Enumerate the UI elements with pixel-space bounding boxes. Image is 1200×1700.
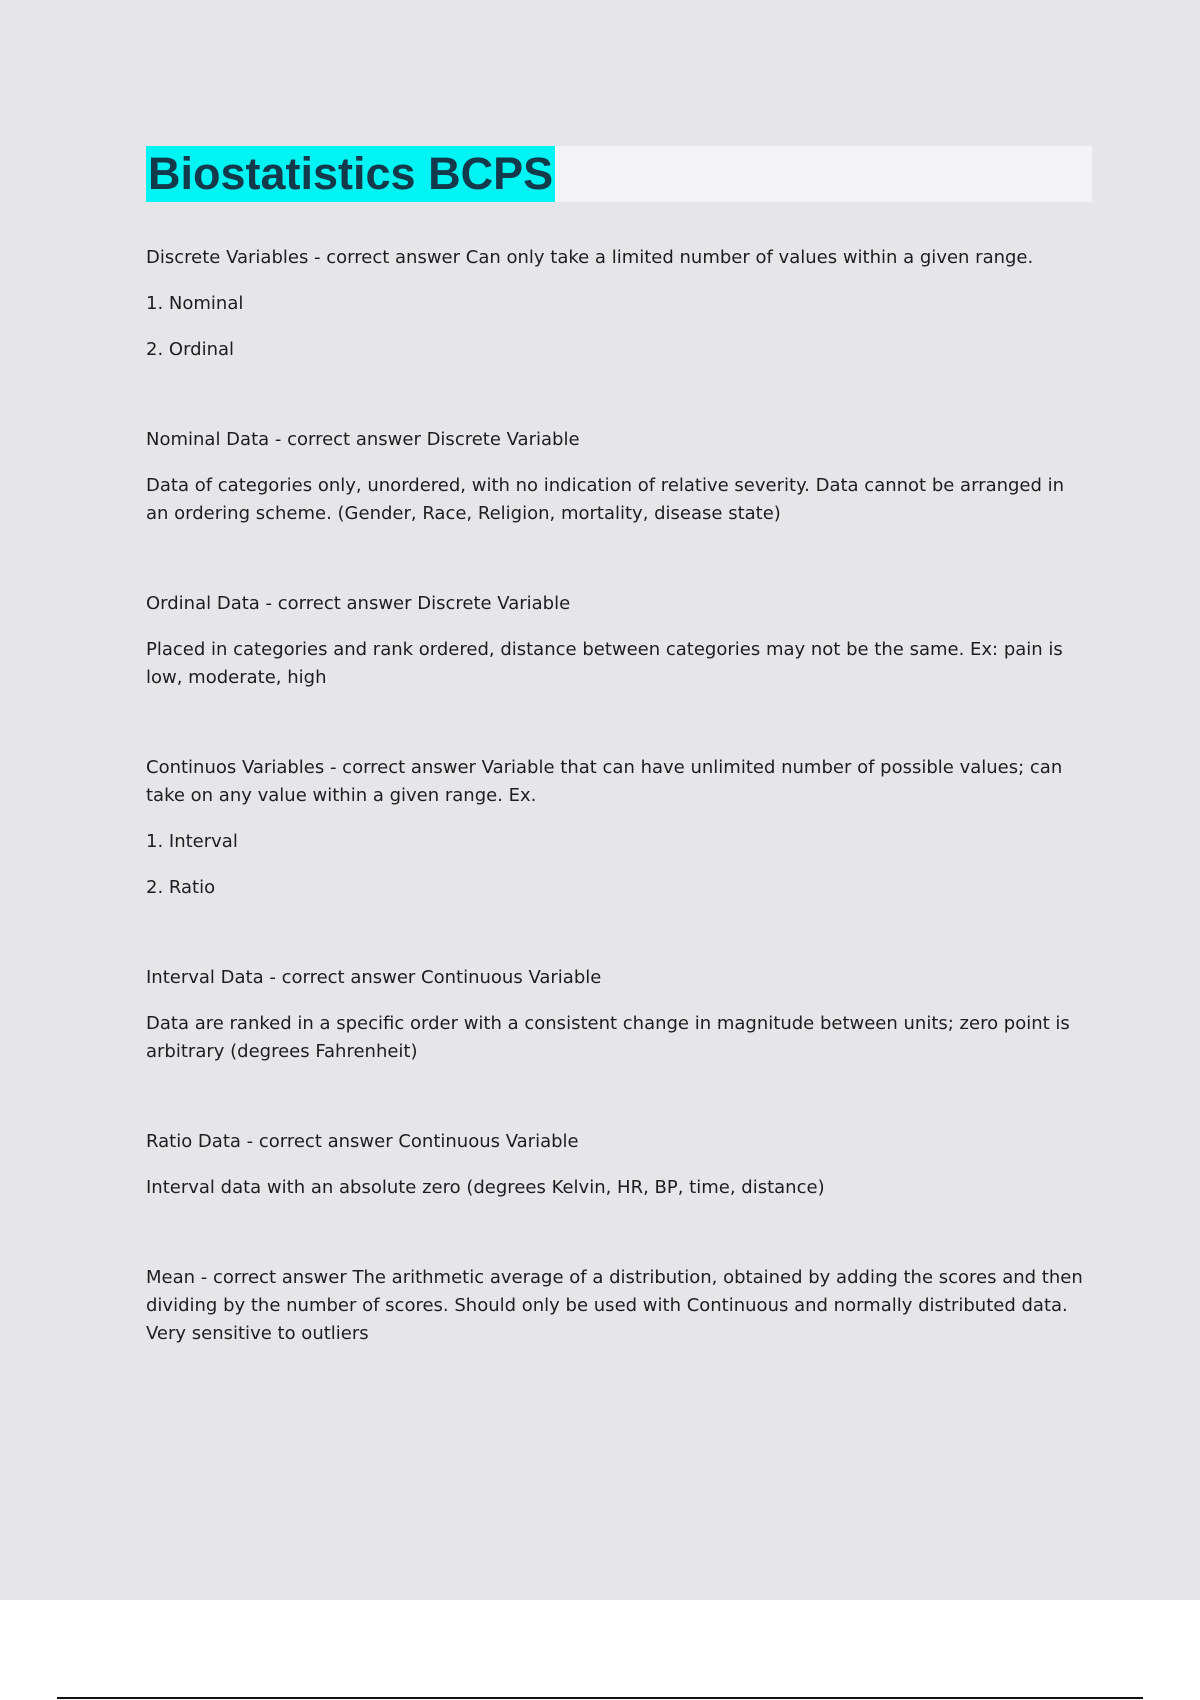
entry-heading: Ordinal Data - correct answer Discrete Variable <box>146 593 571 614</box>
entry-heading: Interval Data - correct answer Continuous Variable <box>146 967 602 988</box>
entry-text: Discrete Variables - correct answer Can only take a limited number of values within a given range. <box>146 247 1034 268</box>
entry-text: Mean - correct answer The arithmetic average of a distribution, obtained by adding the scores and then dividing by the number of scores. Should only be used with Continuous and normally distributed data. Very sensitive to outliers <box>146 1267 1083 1344</box>
list-item: 1. Nominal <box>146 293 244 314</box>
entry-mean <box>146 1264 1092 1348</box>
list-item: 1. Interval <box>146 831 238 852</box>
entry-text: Continuos Variables - correct answer Variable that can have unlimited number of possible values; can take on any value within a given range. Ex. <box>146 757 1063 806</box>
list-item: 2. Ordinal <box>146 339 235 360</box>
list-item: 2. Ratio <box>146 877 216 898</box>
entry-continuous-variables <box>146 754 1092 902</box>
page-title: Biostatistics BCPS <box>146 146 555 202</box>
entry-heading: Ratio Data - correct answer Continuous Variable <box>146 1131 579 1152</box>
entry-text: Interval data with an absolute zero (degrees Kelvin, HR, BP, time, distance) <box>146 1177 825 1198</box>
entry-discrete-variables <box>146 244 1092 364</box>
entry-text: Data of categories only, unordered, with no indication of relative severity. Data cannot be arranged in an ordering scheme. (Gender, Race, Religion, mortality, disease state) <box>146 475 1065 524</box>
entry-heading: Nominal Data - correct answer Discrete Variable <box>146 429 580 450</box>
entry-interval-data <box>146 964 1092 1066</box>
entry-nominal-data <box>146 426 1092 528</box>
document-body <box>146 244 1092 1410</box>
entry-text: Data are ranked in a specific order with a consistent change in magnitude between units; zero point is arbitrary (degrees Fahrenheit) <box>146 1013 1070 1062</box>
entry-ratio-data <box>146 1128 1092 1202</box>
entry-ordinal-data <box>146 590 1092 692</box>
entry-text: Placed in categories and rank ordered, distance between categories may not be the same. Ex: pain is low, moderate, high <box>146 639 1063 688</box>
footer-divider <box>57 1697 1143 1699</box>
